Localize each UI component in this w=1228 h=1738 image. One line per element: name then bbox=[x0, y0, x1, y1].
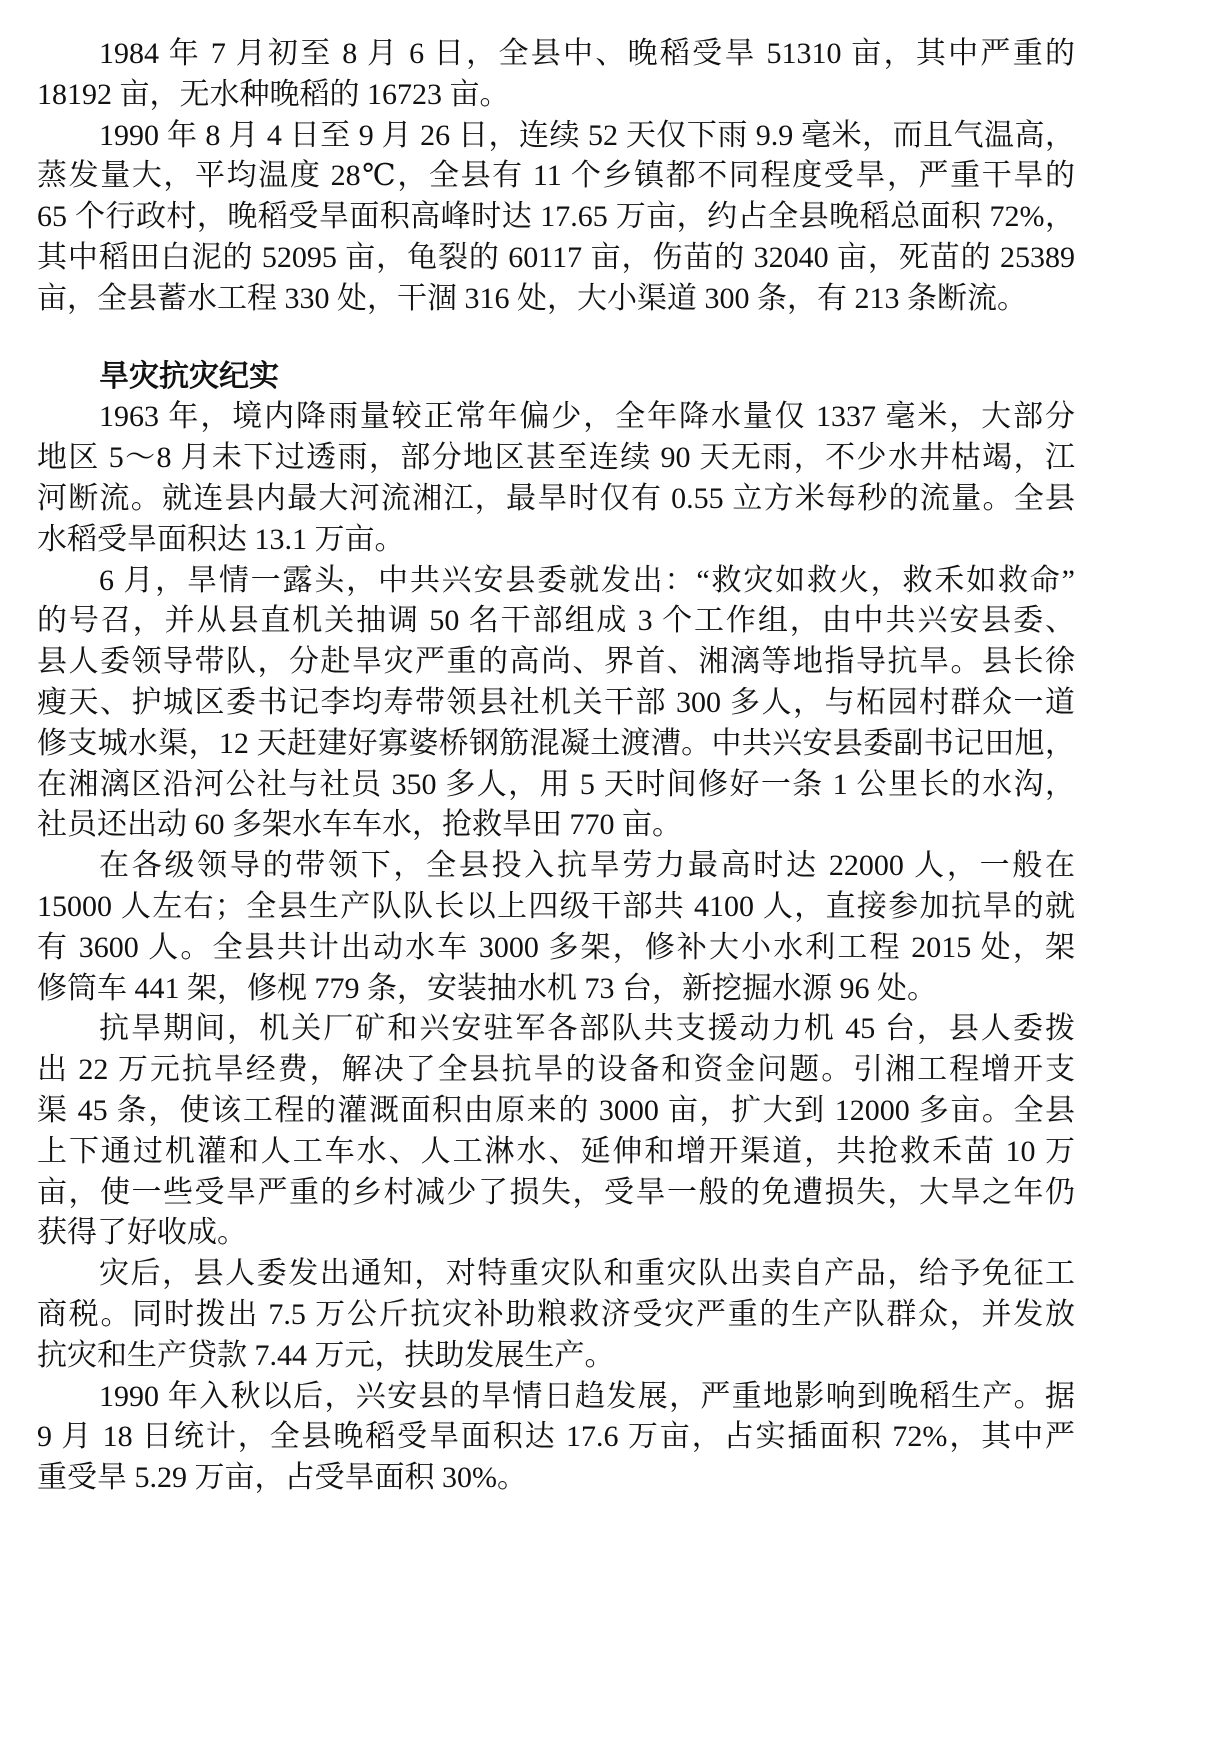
text-line: 地区 5～8 月未下过透雨，部分地区甚至连续 90 天无雨，不少水井枯竭，江 bbox=[37, 441, 1075, 475]
text-line: 9 月 18 日统计，全县晚稻受旱面积达 17.6 万亩，占实插面积 72%，其中严 bbox=[37, 1420, 1075, 1454]
text-line: 1990 年入秋以后，兴安县的旱情日趋发展，严重地影响到晚稻生产。据 bbox=[99, 1379, 1075, 1413]
text-line: 有 3600 人。全县共计出动水车 3000 多架，修补大小水利工程 2015 处，架 bbox=[37, 930, 1075, 964]
paragraph bbox=[37, 846, 1075, 1009]
paragraph bbox=[37, 1377, 1075, 1499]
paragraph bbox=[37, 561, 1075, 847]
paragraph bbox=[37, 1254, 1075, 1376]
paragraph bbox=[37, 116, 1075, 320]
text-line: 亩，全县蓄水工程 330 处，干涸 316 处，大小渠道 300 条，有 213 条断流。 bbox=[37, 281, 1027, 315]
text-line: 其中稻田白泥的 52095 亩，龟裂的 60117 亩，伤苗的 32040 亩，死苗的 25389 bbox=[37, 240, 1075, 274]
paragraph bbox=[37, 34, 1075, 116]
text-line: 商税。同时拨出 7.5 万公斤抗灾补助粮救济受灾严重的生产队群众，并发放 bbox=[37, 1297, 1075, 1331]
text-line: 河断流。就连县内最大河流湘江，最旱时仅有 0.55 立方米每秒的流量。全县 bbox=[37, 481, 1075, 515]
section-heading: 旱灾抗灾纪实 bbox=[99, 359, 279, 393]
text-line: 渠 45 条，使该工程的灌溉面积由原来的 3000 亩，扩大到 12000 多亩。全县 bbox=[37, 1093, 1075, 1127]
text-line: 抗旱期间，机关厂矿和兴安驻军各部队共支援动力机 45 台，县人委拨 bbox=[99, 1012, 1075, 1046]
text-line: 1990 年 8 月 4 日至 9 月 26 日，连续 52 天仅下雨 9.9 毫米，而且气温高， bbox=[99, 118, 1075, 152]
text-line: 灾后，县人委发出通知，对特重灾队和重灾队出卖自产品，给予免征工 bbox=[99, 1257, 1075, 1291]
text-line: 获得了好收成。 bbox=[37, 1216, 247, 1250]
text-line: 在湘漓区沿河公社与社员 350 多人，用 5 天时间修好一条 1 公里长的水沟， bbox=[37, 767, 1075, 801]
text-line: 重受旱 5.29 万亩，占受旱面积 30%。 bbox=[37, 1461, 527, 1495]
text-line: 1984 年 7 月初至 8 月 6 日，全县中、晚稻受旱 51310 亩，其中严重的 bbox=[99, 37, 1075, 70]
paragraph bbox=[37, 1009, 1075, 1254]
text-line: 上下通过机灌和人工车水、人工淋水、延伸和增开渠道，共抢救禾苗 10 万 bbox=[37, 1134, 1075, 1168]
text-line: 社员还出动 60 多架水车车水，抢救旱田 770 亩。 bbox=[37, 808, 682, 842]
document-page bbox=[37, 34, 1075, 1499]
spacer bbox=[37, 320, 1075, 357]
text-line: 65 个行政村，晚稻受旱面积高峰时达 17.65 万亩，约占全县晚稻总面积 72%， bbox=[37, 200, 1075, 234]
text-line: 蒸发量大，平均温度 28℃，全县有 11 个乡镇都不同程度受旱，严重干旱的 bbox=[37, 159, 1075, 193]
text-line: 在各级领导的带领下，全县投入抗旱劳力最高时达 22000 人，一般在 bbox=[99, 849, 1075, 883]
text-line: 15000 人左右；全县生产队队长以上四级干部共 4100 人，直接参加抗旱的就 bbox=[37, 889, 1075, 923]
text-line: 瘦天、护城区委书记李均寿带领县社机关干部 300 多人，与柘园村群众一道 bbox=[37, 685, 1075, 719]
text-line: 县人委领导带队，分赴旱灾严重的高尚、界首、湘漓等地指导抗旱。县长徐 bbox=[37, 645, 1075, 679]
paragraph bbox=[37, 397, 1075, 560]
text-line: 出 22 万元抗旱经费，解决了全县抗旱的设备和资金问题。引湘工程增开支 bbox=[37, 1053, 1075, 1087]
text-line: 抗灾和生产贷款 7.44 万元，扶助发展生产。 bbox=[37, 1338, 615, 1372]
text-line: 亩，使一些受旱严重的乡村减少了损失，受旱一般的免遭损失，大旱之年仍 bbox=[37, 1175, 1075, 1209]
text-line: 1963 年，境内降雨量较正常年偏少，全年降水量仅 1337 毫米，大部分 bbox=[99, 400, 1075, 434]
text-line: 修支城水渠，12 天赶建好寡婆桥钢筋混凝土渡漕。中共兴安县委副书记田旭， bbox=[37, 726, 1075, 760]
text-line: 的号召，并从县直机关抽调 50 名干部组成 3 个工作组，由中共兴安县委、 bbox=[37, 604, 1075, 638]
text-line: 18192 亩，无水种晚稻的 16723 亩。 bbox=[37, 77, 510, 111]
text-line: 6 月，旱情一露头，中共兴安县委就发出：“救灾如救火，救禾如救命” bbox=[99, 563, 1075, 597]
text-line: 修筒车 441 架，修枧 779 条，安装抽水机 73 台，新挖掘水源 96 处。 bbox=[37, 971, 937, 1005]
text-line: 水稻受旱面积达 13.1 万亩。 bbox=[37, 522, 405, 556]
